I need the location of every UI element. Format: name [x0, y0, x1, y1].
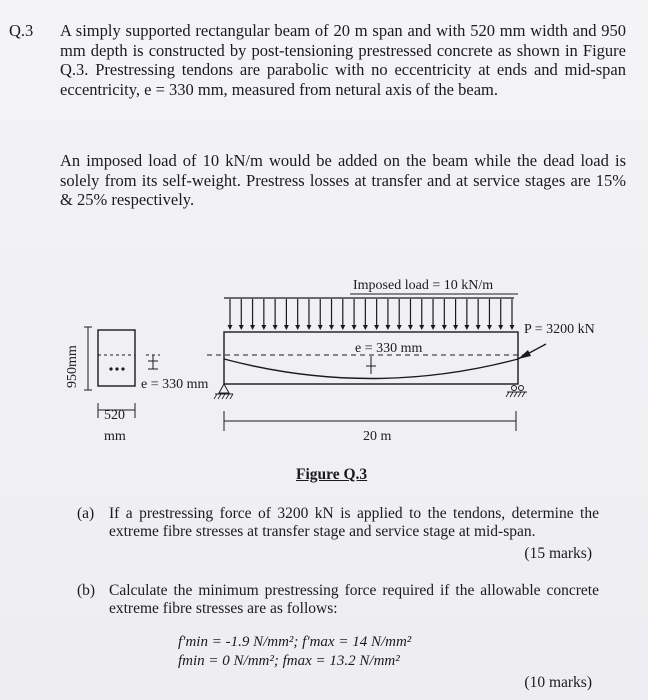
- load-arrowhead: [453, 325, 458, 330]
- load-arrowhead: [510, 325, 515, 330]
- width-unit: mm: [104, 429, 126, 444]
- roller-right: [519, 386, 524, 391]
- load-arrows: [228, 299, 515, 330]
- part-b-text: Calculate the minimum prestressing force required if the allowable concrete extreme fibre stresses are as follows:: [109, 582, 599, 617]
- pin-support: [219, 384, 229, 393]
- figure-caption: Figure Q.3: [296, 466, 368, 483]
- load-arrowhead: [273, 325, 278, 330]
- force-arrowhead: [518, 350, 531, 359]
- imposed-load-label: Imposed load = 10 kN/m: [353, 278, 494, 293]
- pin-support-hatch: [214, 394, 233, 399]
- tendon-dot-1: [109, 367, 112, 370]
- load-arrowhead: [374, 325, 379, 330]
- width-label: 520: [104, 408, 125, 423]
- load-arrowhead: [397, 325, 402, 330]
- load-arrowhead: [340, 325, 345, 330]
- load-arrowhead: [306, 325, 311, 330]
- question-paragraph-1: A simply supported rectangular beam of 20 m span and with 520 mm width and 950 mm depth is constructed by post-tensioning prestressed concrete as shown in Figure Q.3. Prestressing tendons are parabolic with no eccentricity at ends and mid-span eccentricity, e = 330 mm, measured from netural axis of the beam.: [60, 21, 626, 99]
- figure-q3: [0, 270, 648, 470]
- span-label: 20 m: [363, 429, 392, 444]
- part-a-marks: (15 marks): [524, 545, 592, 562]
- part-a-label: (a): [77, 505, 95, 522]
- load-arrowhead: [498, 325, 503, 330]
- part-b-label: (b): [77, 582, 96, 599]
- beam-diagram: [0, 270, 648, 470]
- force-label: P = 3200 kN: [524, 322, 595, 337]
- load-arrowhead: [284, 325, 289, 330]
- load-arrowhead: [431, 325, 436, 330]
- load-arrowhead: [228, 325, 233, 330]
- ecc-section-label: e = 330 mm: [141, 377, 209, 392]
- roller-left: [512, 386, 517, 391]
- load-arrowhead: [419, 325, 424, 330]
- load-arrowhead: [261, 325, 266, 330]
- load-arrowhead: [295, 325, 300, 330]
- load-arrowhead: [476, 325, 481, 330]
- tendon-dot-3: [121, 367, 124, 370]
- part-b-marks: (10 marks): [524, 674, 592, 691]
- load-arrowhead: [408, 325, 413, 330]
- roller-support-hatch: [506, 392, 525, 397]
- cross-section: [98, 330, 135, 386]
- load-arrowhead: [318, 325, 323, 330]
- tendon-dot-2: [115, 367, 118, 370]
- depth-label: 950mm: [65, 345, 80, 388]
- load-arrowhead: [464, 325, 469, 330]
- load-arrowhead: [487, 325, 492, 330]
- load-arrowhead: [385, 325, 390, 330]
- load-arrowhead: [442, 325, 447, 330]
- load-arrowhead: [329, 325, 334, 330]
- load-arrowhead: [352, 325, 357, 330]
- load-arrowhead: [250, 325, 255, 330]
- question-paragraph-2: An imposed load of 10 kN/m would be added on the beam while the dead load is solely from its self-weight. Prestress losses at transfer and at service stages are 15% & 25% respectively.: [60, 151, 626, 209]
- load-arrowhead: [239, 325, 244, 330]
- formula-line-2: fmin = 0 N/mm²; fmax = 13.2 N/mm²: [178, 653, 400, 669]
- load-arrowhead: [363, 325, 368, 330]
- part-a-text: If a prestressing force of 3200 kN is applied to the tendons, determine the extreme fibre stresses at transfer stage and service stage at mid-span.: [109, 505, 599, 540]
- formula-line-1: f′min = -1.9 N/mm²; f′max = 14 N/mm²: [178, 634, 412, 650]
- ecc-beam-label: e = 330 mm: [355, 341, 423, 356]
- question-number: Q.3: [9, 21, 34, 40]
